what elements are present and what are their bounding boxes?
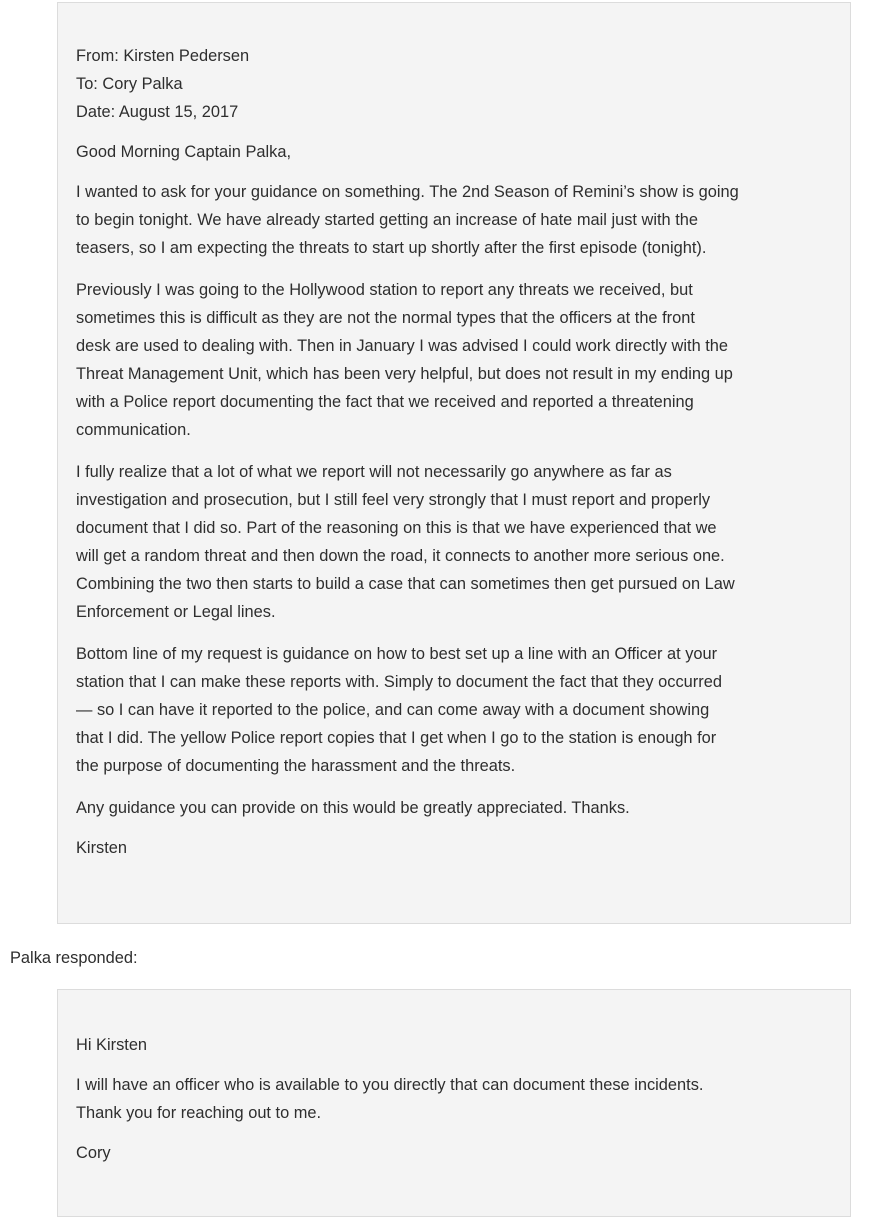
text-line: communication. [76, 421, 191, 439]
email-greeting: Good Morning Captain Palka, [76, 143, 292, 161]
text-line: station that I can make these reports with. Simply to document the fact that they occurred [76, 673, 722, 691]
interlude-text: Palka responded: [10, 949, 138, 967]
text-line: with a Police report documenting the fact that we received and reported a threatening [76, 393, 694, 411]
text-line: Thank you for reaching out to me. [76, 1104, 322, 1122]
text-line: document that I did so. Part of the reasoning on this is that we have experienced that we [76, 519, 717, 537]
email-to: To: Cory Palka [76, 75, 183, 93]
text-line: Threat Management Unit, which has been very helpful, but does not result in my ending up [76, 365, 733, 383]
text-line: Enforcement or Legal lines. [76, 603, 276, 621]
email-signature: Cory [76, 1144, 111, 1162]
email-paragraph-2 [76, 276, 832, 444]
text-line: Combining the two then starts to build a case that can sometimes then get pursued on Law [76, 575, 735, 593]
text-line: investigation and prosecution, but I still feel very strongly that I must report and properly [76, 491, 711, 509]
email-greeting: Hi Kirsten [76, 1036, 148, 1054]
text-line: to begin tonight. We have already started getting an increase of hate mail just with the [76, 211, 699, 229]
email-quote-palka [57, 989, 851, 1217]
email-header [76, 42, 832, 126]
text-line: I wanted to ask for your guidance on something. The 2nd Season of Remini’s show is going [76, 183, 739, 201]
email-paragraph-1 [76, 178, 832, 262]
email-closing: Any guidance you can provide on this would be greatly appreciated. Thanks. [76, 799, 630, 817]
text-line: will get a random threat and then down the road, it connects to another more serious one. [76, 547, 725, 565]
text-line: Previously I was going to the Hollywood station to report any threats we received, but [76, 281, 693, 299]
text-line: the purpose of documenting the harassment and the threats. [76, 757, 516, 775]
email-signature: Kirsten [76, 839, 128, 857]
email-quote-kirsten [57, 2, 851, 924]
text-line: teasers, so I am expecting the threats to start up shortly after the first episode (tonight). [76, 239, 707, 257]
text-line: I fully realize that a lot of what we report will not necessarily go anywhere as far as [76, 463, 672, 481]
text-line: Bottom line of my request is guidance on how to best set up a line with an Officer at your [76, 645, 718, 663]
text-line: I will have an officer who is available to you directly that can document these incidents. [76, 1076, 704, 1094]
text-line: that I did. The yellow Police report copies that I get when I go to the station is enough for [76, 729, 717, 747]
email-paragraph [76, 1071, 832, 1127]
text-line: desk are used to dealing with. Then in January I was advised I could work directly with the [76, 337, 729, 355]
email-date: Date: August 15, 2017 [76, 103, 239, 121]
email-paragraph-4 [76, 640, 832, 780]
text-line: — so I can have it reported to the police, and can come away with a document showing [76, 701, 710, 719]
email-from: From: Kirsten Pedersen [76, 47, 250, 65]
text-line: sometimes this is difficult as they are not the normal types that the officers at the front [76, 309, 695, 327]
email-paragraph-3 [76, 458, 832, 626]
